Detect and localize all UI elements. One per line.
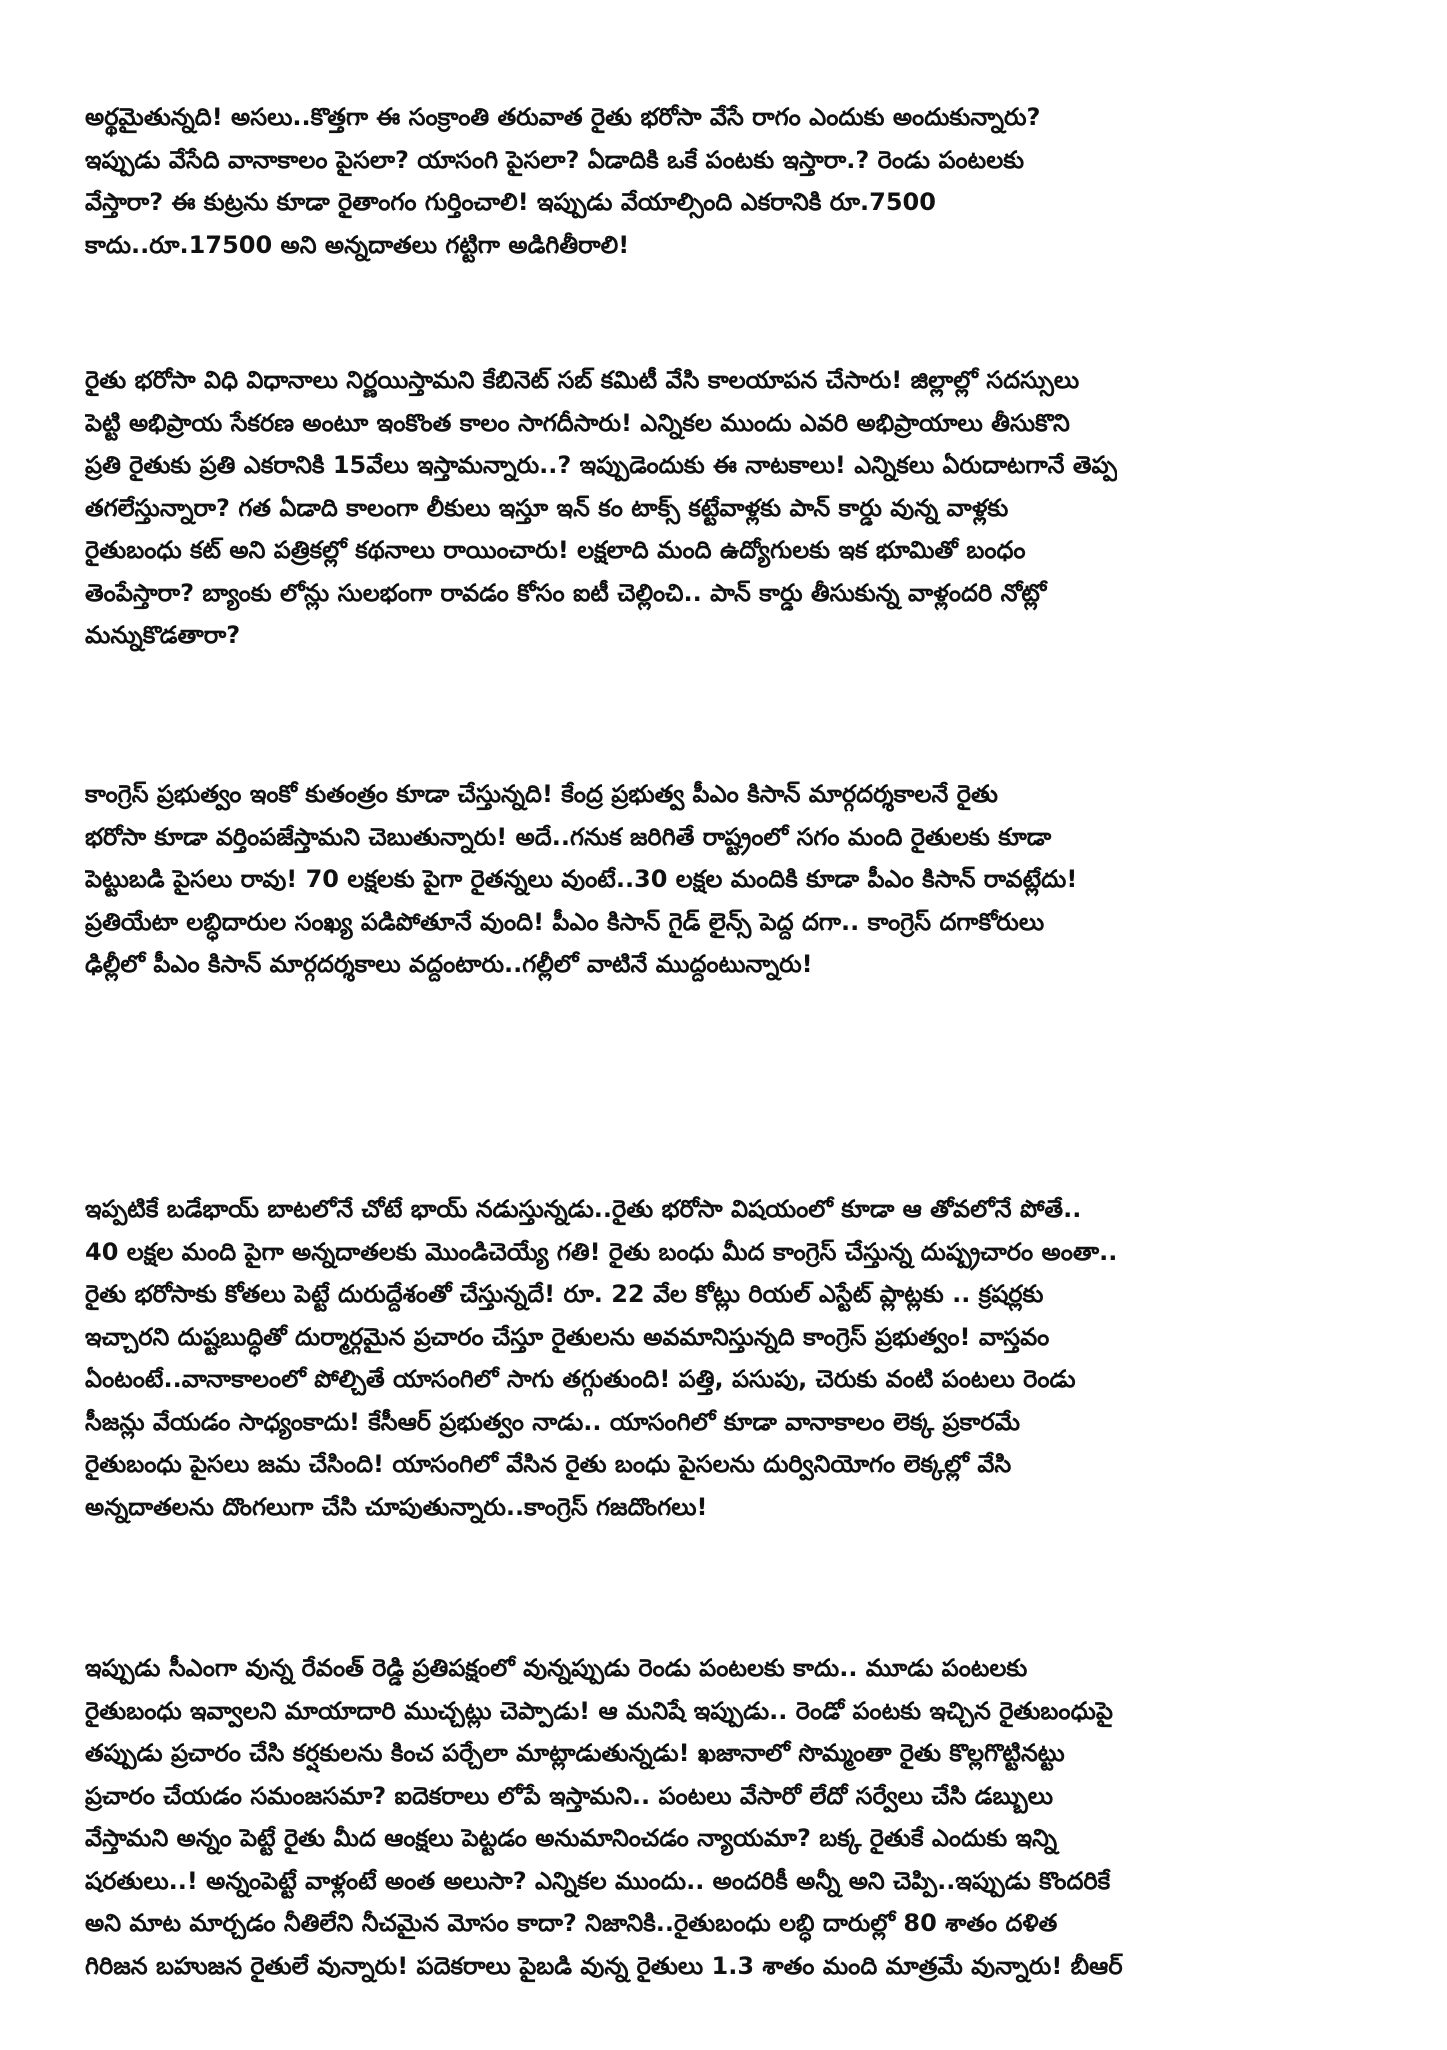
text-line: వేస్తామని అన్నం పెట్టే రైతు మీద ఆంక్షలు పెట్టడం అనుమానించడం న్యాయమా? బక్క రైతుకే ఎందుకు ఇన్ని (85, 1824, 1058, 1852)
text-line: అర్థమైతున్నది! అసలు..కొత్తగా ఈ సంక్రాంతి తరువాత రైతు భరోసా వేసే రాగం ఎందుకు అందుకున్నారు? (85, 103, 1041, 131)
paragraph-2 (85, 359, 1117, 657)
text-line: 40 లక్షల మంది పైగా అన్నదాతలకు మొండిచెయ్యే గతి! రైతు బంధు మీద కాంగ్రెస్ చేస్తున్న దుష్ప్రచారం అంతా.. (85, 1237, 1118, 1266)
text-line: భరోసా కూడా వర్తింపజేస్తామని చెబుతున్నారు! అదే..గనుక జరిగితే రాష్ట్రంలో సగం మంది రైతులకు కూడా (85, 822, 1052, 851)
text-line: ఢిల్లీలో పీఎం కిసాన్ మార్గదర్శకాలు వద్దంటారు..గల్లీలో వాటినే ముద్దంటున్నారు! (85, 950, 813, 978)
text-line: అని మాట మార్చడం నీతిలేని నీచమైన మోసం కాదా? నిజానికి..రైతుబంధు లబ్ధి దారుల్లో 80 శాతం దళిత (85, 1909, 1058, 1937)
paragraph-1 (85, 96, 1040, 266)
text-line: రైతు భరోసా విధి విధానాలు నిర్ణయిస్తామని కేబినెట్ సబ్ కమిటీ వేసి కాలయాపన చేసారు! జిల్లాల్లో సదస్సులు (85, 366, 1080, 394)
text-line: ఇప్పుడు సీఎంగా వున్న రేవంత్ రెడ్డి ప్రతిపక్షంలో వున్నప్పుడు రెండు పంటలకు కాదు.. మూడు పంటలకు (85, 1654, 1028, 1682)
text-line: అన్నదాతలను దొంగలుగా చేసి చూపుతున్నారు..కాంగ్రెస్ గజదొంగలు! (85, 1492, 708, 1521)
text-line: షరతులు..! అన్నంపెట్టే వాళ్లంటే అంత అలుసా? ఎన్నికల ముందు.. అందరికీ అన్నీ అని చెప్పి..ఇప్పుడు కొందరికే (85, 1866, 1111, 1895)
text-line: వేస్తారా? ఈ కుట్రను కూడా రైతాంగం గుర్తించాలి! ఇప్పుడు వేయాల్సింది ఎకరానికి రూ.7500 (85, 188, 936, 216)
text-line: రైతు భరోసాకు కోతలు పెట్టే దురుద్దేశంతో చేస్తున్నదే! రూ. 22 వేల కోట్లు రియల్ ఎస్టేట్ ప్లాట్లకు .. క్రషర్లకు (85, 1280, 1044, 1308)
text-line: ప్రచారం చేయడం సమంజసమా? ఐదెకరాలు లోపే ఇస్తామని.. పంటలు వేసారో లేదో సర్వేలు చేసి డబ్బులు (85, 1781, 1054, 1810)
text-line: రైతుబంధు కట్ అని పత్రికల్లో కథనాలు రాయించారు! లక్షలాది మంది ఉద్యోగులకు ఇక భూమితో బంధం (85, 536, 1026, 564)
text-line: ఇచ్చారని దుష్టబుద్ధితో దుర్మార్గమైన ప్రచారం చేస్తూ రైతులను అవమానిస్తున్నది కాంగ్రెస్ ప్రభుత్వం! వాస్తవం (85, 1322, 1050, 1351)
text-line: సీజన్లు వేయడం సాధ్యంకాదు! కేసీఆర్ ప్రభుత్వం నాడు.. యాసంగిలో కూడా వానాకాలం లెక్క ప్రకారమే (85, 1407, 1020, 1436)
text-line: కాంగ్రెస్ ప్రభుత్వం ఇంకో కుతంత్రం కూడా చేస్తున్నది! కేంద్ర ప్రభుత్వ పీఎం కిసాన్ మార్గదర్శకాలనే రైతు (85, 780, 998, 808)
text-line: ఇప్పుడు వేసేది వానాకాలం పైసలా? యాసంగి పైసలా? ఏడాదికి ఒకే పంటకు ఇస్తారా.? రెండు పంటలకు (85, 145, 1025, 174)
text-line: రైతుబంధు ఇవ్వాలని మాయాదారి ముచ్చట్లు చెప్పాడు! ఆ మనిషే ఇప్పుడు.. రెండో పంటకు ఇచ్చిన రైతుబంధుపై (85, 1696, 1113, 1725)
text-line: తెంపేస్తారా? బ్యాంకు లోన్లు సులభంగా రావడం కోసం ఐటీ చెల్లించి.. పాన్ కార్డు తీసుకున్న వాళ్లందరి నోట్లో (85, 578, 1047, 607)
text-line: తగలేస్తున్నారా? గత ఏడాది కాలంగా లీకులు ఇస్తూ ఇన్ కం టాక్స్ కట్టేవాళ్లకు పాన్ కార్డు వున్న వాళ్లకు (85, 493, 1009, 522)
text-line: ఏంటంటే..వానాకాలంలో పోల్చితే యాసంగిలో సాగు తగ్గుతుంది! పత్తి, పసుపు, చెరుకు వంటి పంటలు రెండు (85, 1365, 1076, 1393)
text-line: ఇప్పటికే బడేభాయ్ బాటలోనే చోటే భాయ్ నడుస్తున్నడు..రైతు భరోసా విషయంలో కూడా ఆ తోవలోనే పోతే.. (85, 1195, 1082, 1223)
text-line: ప్రతియేటా లబ్ధిదారుల సంఖ్య పడిపోతూనే వుంది! పీఎం కిసాన్ గైడ్ లైన్స్ పెద్ద దగా.. కాంగ్రెస్ దగాకోరులు (85, 907, 1045, 936)
text-line: ప్రతి రైతుకు ప్రతి ఎకరానికి 15వేలు ఇస్తామన్నారు..? ఇప్పుడెందుకు ఈ నాటకాలు! ఎన్నికలు ఏరుదాటగానే తెప్ప (85, 451, 1118, 479)
text-line: గిరిజన బహుజన రైతులే వున్నారు! పదెకరాలు పైబడి వున్న రైతులు 1.3 శాతం మంది మాత్రమే వున్నారు! బీఆర్ (85, 1951, 1123, 1980)
text-line: పెట్టి అభిప్రాయ సేకరణ అంటూ ఇంకొంత కాలం సాగదీసారు! ఎన్నికల ముందు ఎవరి అభిప్రాయాలు తీసుకొని (85, 408, 1070, 437)
text-line: కాదు..రూ.17500 అని అన్నదాతలు గట్టిగా అడిగితీరాలి! (85, 230, 630, 259)
paragraph-5 (85, 1647, 1123, 1987)
text-line: తప్పుడు ప్రచారం చేసి కర్షకులను కించ పర్చేలా మాట్లాడుతున్నడు! ఖజానాలో సొమ్మంతా రైతు కొల్లగొట్టినట్టు (85, 1739, 1065, 1767)
text-line: పెట్టుబడి పైసలు రావు! 70 లక్షలకు పైగా రైతన్నలు వుంటే..30 లక్షల మందికి కూడా పీఎం కిసాన్ రావట్లేదు! (85, 865, 1078, 893)
text-line: రైతుబంధు పైసలు జమ చేసింది! యాసంగిలో వేసిన రైతు బంధు పైసలను దుర్వినియోగం లెక్కల్లో వేసి (85, 1450, 1012, 1478)
text-line: మన్నుకొడతారా? (85, 621, 241, 649)
paragraph-3 (85, 773, 1077, 986)
paragraph-4 (85, 1188, 1117, 1528)
